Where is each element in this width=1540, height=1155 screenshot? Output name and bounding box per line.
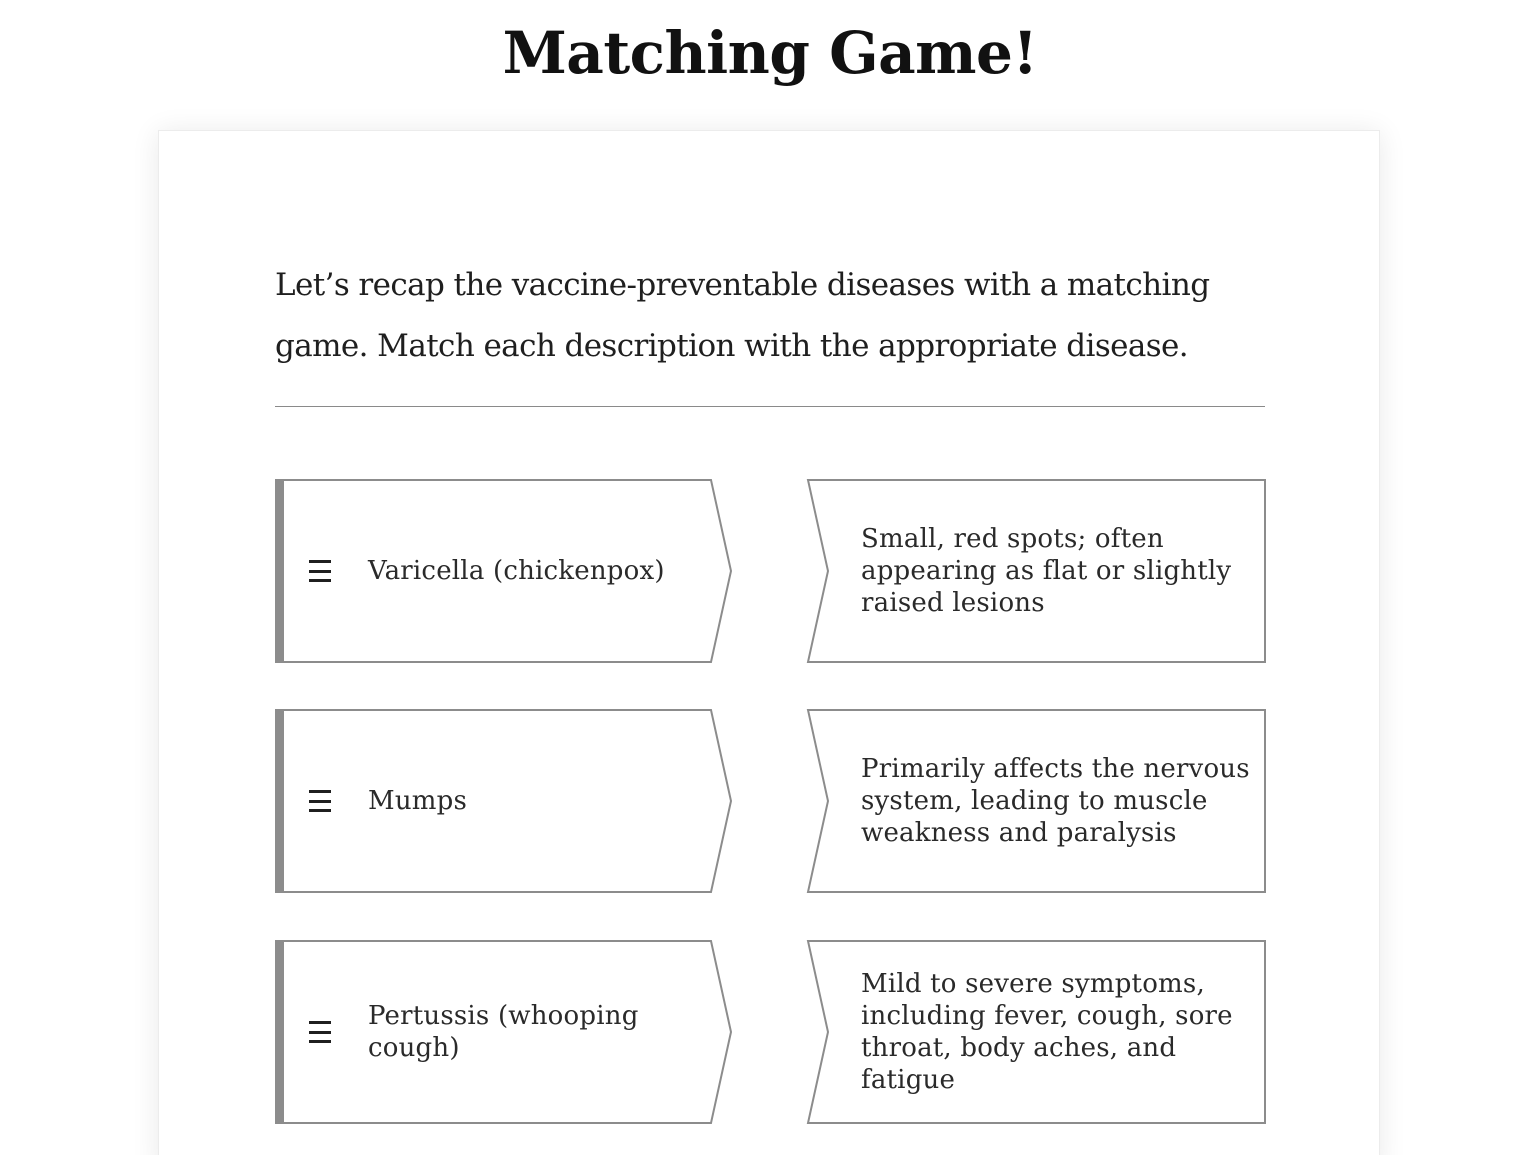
match-row — [275, 940, 1267, 1124]
term-label: Pertussis (whooping cough) — [368, 1001, 639, 1063]
divider — [275, 406, 1265, 407]
instructions-text: Let’s recap the vaccine-preventable diseases with a matching game. Match each description with the appropriate disease. — [275, 267, 1210, 364]
hamburger-menu-icon[interactable] — [309, 560, 333, 582]
hamburger-menu-icon[interactable] — [309, 1021, 333, 1043]
matching-game-card — [158, 130, 1380, 1155]
term-label: Mumps — [368, 786, 468, 816]
hamburger-menu-icon[interactable] — [309, 790, 333, 812]
match-row — [275, 479, 1267, 663]
description-drop-target[interactable] — [807, 709, 1267, 893]
description-text: Mild to severe symptoms, including fever, cough, sore throat, body aches, and fatigue — [861, 969, 1233, 1095]
page-title: Matching Game! — [502, 19, 1038, 87]
description-text: Primarily affects the nervous system, leading to muscle weakness and paralysis — [861, 754, 1250, 848]
term-label: Varicella (chickenpox) — [368, 556, 665, 586]
draggable-term-card[interactable] — [275, 940, 733, 1124]
draggable-term-card[interactable] — [275, 479, 733, 663]
draggable-term-card[interactable] — [275, 709, 733, 893]
description-drop-target[interactable] — [807, 940, 1267, 1124]
match-row — [275, 709, 1267, 893]
description-drop-target[interactable] — [807, 479, 1267, 663]
description-text: Small, red spots; often appearing as flat or slightly raised lesions — [861, 524, 1232, 618]
